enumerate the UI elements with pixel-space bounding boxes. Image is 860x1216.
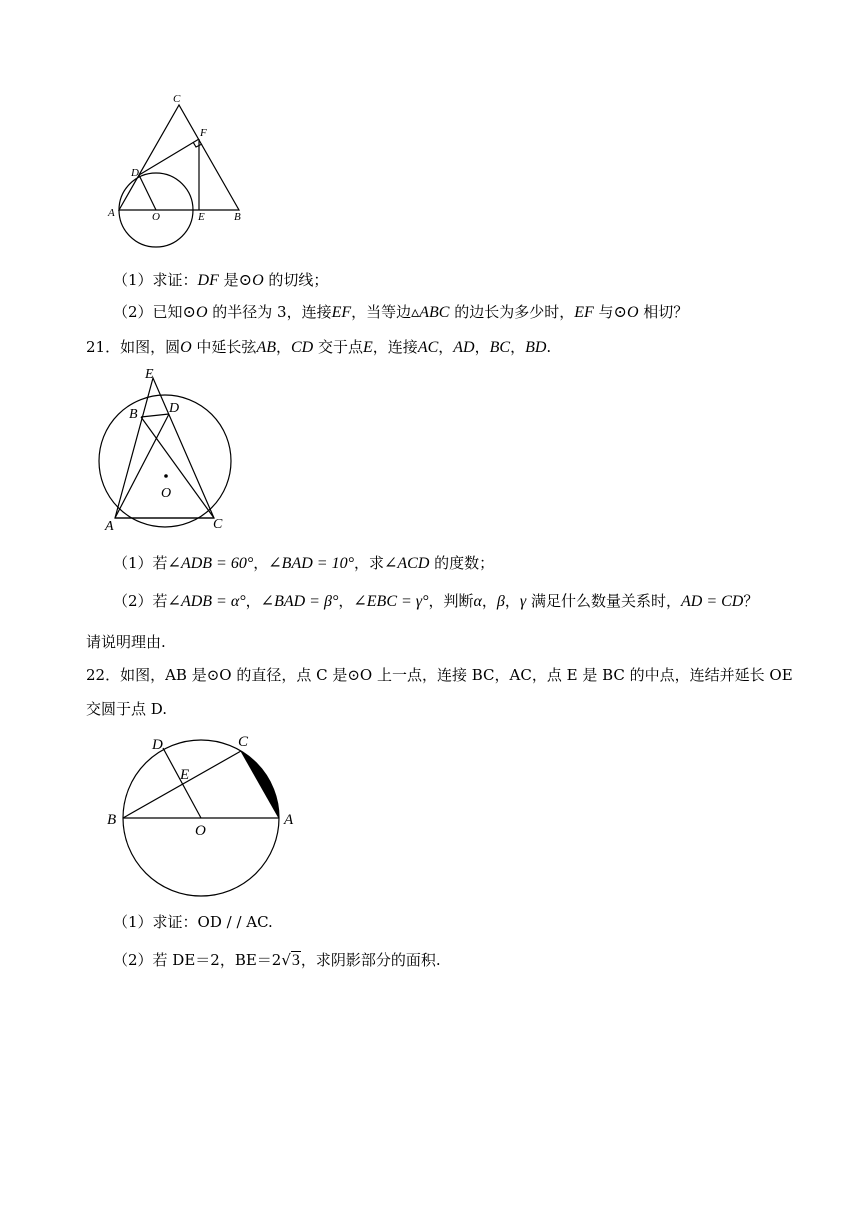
q21-p1-m1: ∠ADB = 60° [167,555,254,572]
q21-m2: AB [256,339,276,356]
q22-stem-line1: 22．如图，AB 是⊙O 的直径，点 C 是⊙O 上一点，连接 BC，AC，点 E 是 BC 的中点，连结并延长 OE [86,666,793,684]
q20-p2-t3: 的边长为多少时， [449,303,575,321]
q21-p2-t4: ， [481,592,497,610]
q22-part2 [113,950,441,971]
label-a: A [284,812,294,828]
triangle-abc [119,105,239,210]
chord-bd [141,414,169,417]
label-c: C [238,734,249,750]
q20-p2-prefix: （2）已知 [113,303,183,321]
q21-part1 [113,553,494,574]
q21-m1: O [180,339,192,356]
q21-m3: CD [291,339,314,356]
q21-t1: 中延长弦 [191,338,257,356]
segment-od [163,748,201,818]
label-b: B [129,407,138,422]
label-o: O [195,823,206,839]
q20-p1-m1: DF [197,272,219,289]
label-e: E [145,367,154,382]
q21-p2-m4: α [473,593,482,610]
label-o: O [152,211,160,223]
chord-bc [123,751,241,818]
q21-p2-m7: AD = CD [681,593,744,610]
segment-do [139,175,156,210]
label-f: F [200,127,207,139]
q21-p1-t2: ，求 [353,554,384,572]
figure-q22 [100,728,305,903]
q21-p2-m2: ∠BAD = β° [260,593,339,610]
q21-part2 [113,591,758,612]
q21-part2-continued: 请说明理由. [86,633,166,651]
label-a: A [108,207,115,219]
figure-q21 [95,362,245,537]
q22-p2-suffix: ，求阴影部分的面积. [300,951,441,969]
q21-p2-m6: γ [519,593,527,610]
chord-bc [141,417,214,518]
q20-p2-m1: ⊙O [182,304,208,321]
q20-p1-m2: ⊙O [238,272,264,289]
label-a: A [105,519,114,534]
q21-p2-t2: ， [338,592,354,610]
label-e: E [180,767,190,783]
q21-num: 21．如图，圆 [86,338,181,356]
q21-p1-m2: ∠BAD = 10° [268,555,354,572]
label-c: C [213,517,223,532]
q21-p1-t3: 的度数； [429,554,495,572]
q21-t6: ， [474,338,490,356]
q21-t5: ， [438,338,454,356]
label-d: D [169,401,180,416]
q21-p1-prefix: （1）若 [113,554,168,572]
q20-p2-m4: EF [574,304,594,321]
q20-p2-m2: EF [331,304,352,321]
q20-p2-t4: 与 [593,303,614,321]
q21-m7: BC [489,339,511,356]
figure-q20 [100,88,260,258]
label-c: C [173,93,181,105]
segment-df [139,139,199,175]
q20-p2-m5: ⊙O [613,304,639,321]
label-d: D [131,167,139,179]
q21-p2-t5: ， [504,592,520,610]
q21-t4: ，连接 [372,338,418,356]
q21-p1-m3: ∠ACD [383,555,430,572]
q21-p2-prefix: （2）若 [113,592,168,610]
label-o: O [161,486,172,501]
q22-part1: （1）求证：OD / / AC. [113,913,273,931]
q20-part1 [113,270,328,291]
q21-stem [86,337,551,358]
q21-p2-t7: ？ [743,592,759,610]
q21-t3: 交于点 [313,338,364,356]
q21-p2-m3: ∠EBC = γ° [353,593,429,610]
q21-p2-t1: ， [245,592,261,610]
q21-t7: ， [510,338,526,356]
label-b: B [107,812,117,828]
q20-p1-t2: 的切线； [263,271,329,289]
label-d: D [152,737,163,753]
q22-p2-prefix: （2）若 DE＝2，BE＝2 [113,951,282,969]
q20-part2 [113,302,688,323]
sqrt-radicand: 3 [291,952,300,969]
q21-p2-m1: ∠ADB = α° [167,593,246,610]
q21-m5: AC [417,339,439,356]
q20-p1-prefix: （1）求证： [113,271,198,289]
q21-p2-m5: β [496,593,505,610]
q21-t8: . [546,338,552,356]
q20-p2-t5: 相切？ [638,303,689,321]
q20-p2-t1: 的半径为 3，连接 [207,303,332,321]
label-e: E [198,211,205,223]
q21-p1-t1: ， [253,554,269,572]
q21-m6: AD [453,339,475,356]
q22-stem-line2: 交圆于点 D. [86,700,168,718]
q21-p2-t6: 满足什么数量关系时， [526,592,681,610]
q21-p2-t3: ，判断 [428,592,474,610]
q20-p1-t1: 是 [218,271,239,289]
label-b: B [234,211,241,223]
q20-p2-m3: ▵ABC [411,304,450,321]
q21-m8: BD [525,339,547,356]
sqrt-symbol: √3 [281,951,300,969]
q21-m4: E [363,339,373,356]
center-dot [164,474,168,478]
chord-ad [115,414,172,518]
q20-p2-t2: ，当等边 [351,303,412,321]
q21-t2: ， [275,338,291,356]
